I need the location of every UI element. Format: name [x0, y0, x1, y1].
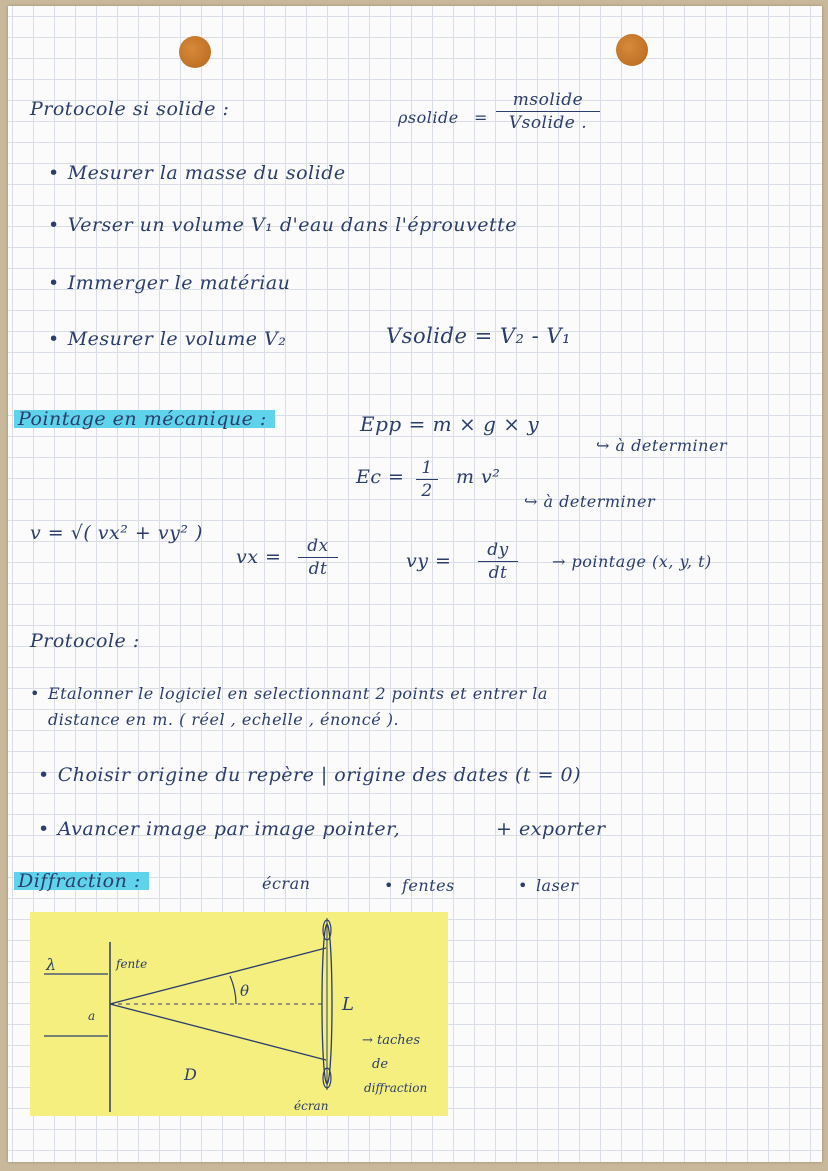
- item-slits: • fentes: [384, 876, 455, 895]
- punch-hole-right: [616, 34, 648, 66]
- ray-lower: [110, 1004, 326, 1060]
- taches-label: → taches: [362, 1033, 421, 1048]
- step-advance: • Avancer image par image pointer,: [38, 818, 400, 840]
- diffraction-sketch: [30, 912, 448, 1116]
- ec-note: ↪ à determiner: [524, 492, 656, 511]
- step-origin: • Choisir origine du repère | origine des dates (t = 0): [38, 764, 581, 786]
- step-mass: • Mesurer la masse du solide: [48, 162, 346, 184]
- taches-de-label: de: [372, 1057, 389, 1072]
- section3-title: Protocole :: [30, 630, 140, 652]
- D-label: D: [184, 1065, 197, 1084]
- vy-fraction: [478, 540, 518, 583]
- a-label: a: [88, 1009, 96, 1023]
- step-pour-volume: • Verser un volume V₁ d'eau dans l'éprouvette: [48, 214, 517, 236]
- section4-title: Diffraction :: [14, 870, 149, 892]
- section2-title: Pointage en mécanique :: [14, 408, 275, 430]
- step-calibrate-line1: • Etalonner le logiciel en selectionnant 2 points et entrer la: [30, 684, 548, 703]
- density-lhs: ρsolide: [398, 108, 459, 127]
- fente-label: fente: [116, 957, 148, 971]
- theta-label: θ: [240, 982, 250, 1000]
- vy-num: dy: [487, 540, 509, 560]
- volume-formula: Vsolide = V₂ - V₁: [386, 324, 571, 348]
- ec-lhs: Ec =: [356, 466, 405, 488]
- step-calibrate-line2: distance en m. ( réel , echelle , énoncé ).: [48, 710, 400, 729]
- density-num: msolide: [512, 90, 584, 110]
- vx-fraction: [298, 536, 338, 579]
- epp-note: ↪ à determiner: [596, 436, 728, 455]
- vx-den: dt: [308, 559, 328, 579]
- density-fraction: [496, 90, 600, 133]
- density-den: Vsolide .: [508, 113, 588, 133]
- vy-lhs: vy =: [406, 550, 452, 572]
- step-immerse: • Immerger le matériau: [48, 272, 290, 294]
- vy-den: dt: [488, 563, 508, 583]
- ec-num: 1: [421, 458, 433, 478]
- pointage-note: → pointage (x, y, t): [552, 552, 712, 571]
- theta-arc: [230, 976, 236, 1004]
- notebook-page: [8, 6, 822, 1162]
- section1-title: Protocole si solide :: [30, 98, 230, 120]
- vx-num: dx: [307, 536, 329, 556]
- vx-lhs: vx =: [236, 546, 282, 568]
- item-laser: • laser: [518, 876, 578, 895]
- step-export: + exporter: [496, 818, 606, 840]
- ec-rhs: m v²: [456, 466, 501, 488]
- lambda-label: λ: [46, 955, 57, 974]
- ec-den: 2: [421, 481, 433, 501]
- ec-fraction: [416, 458, 438, 501]
- step-measure-v2: • Mesurer le volume V₂: [48, 328, 286, 350]
- diffraction-label: diffraction: [364, 1081, 428, 1095]
- punch-hole-left: [179, 36, 211, 68]
- diffraction-diagram: [30, 912, 448, 1116]
- density-eq: =: [474, 108, 488, 127]
- item-screen: écran: [262, 874, 311, 893]
- L-label: L: [342, 994, 354, 1015]
- ecran-label: écran: [294, 1099, 329, 1113]
- epp-formula: Epp = m × g × y: [360, 412, 540, 436]
- velocity-formula: v = √( vx² + vy² ): [30, 522, 203, 544]
